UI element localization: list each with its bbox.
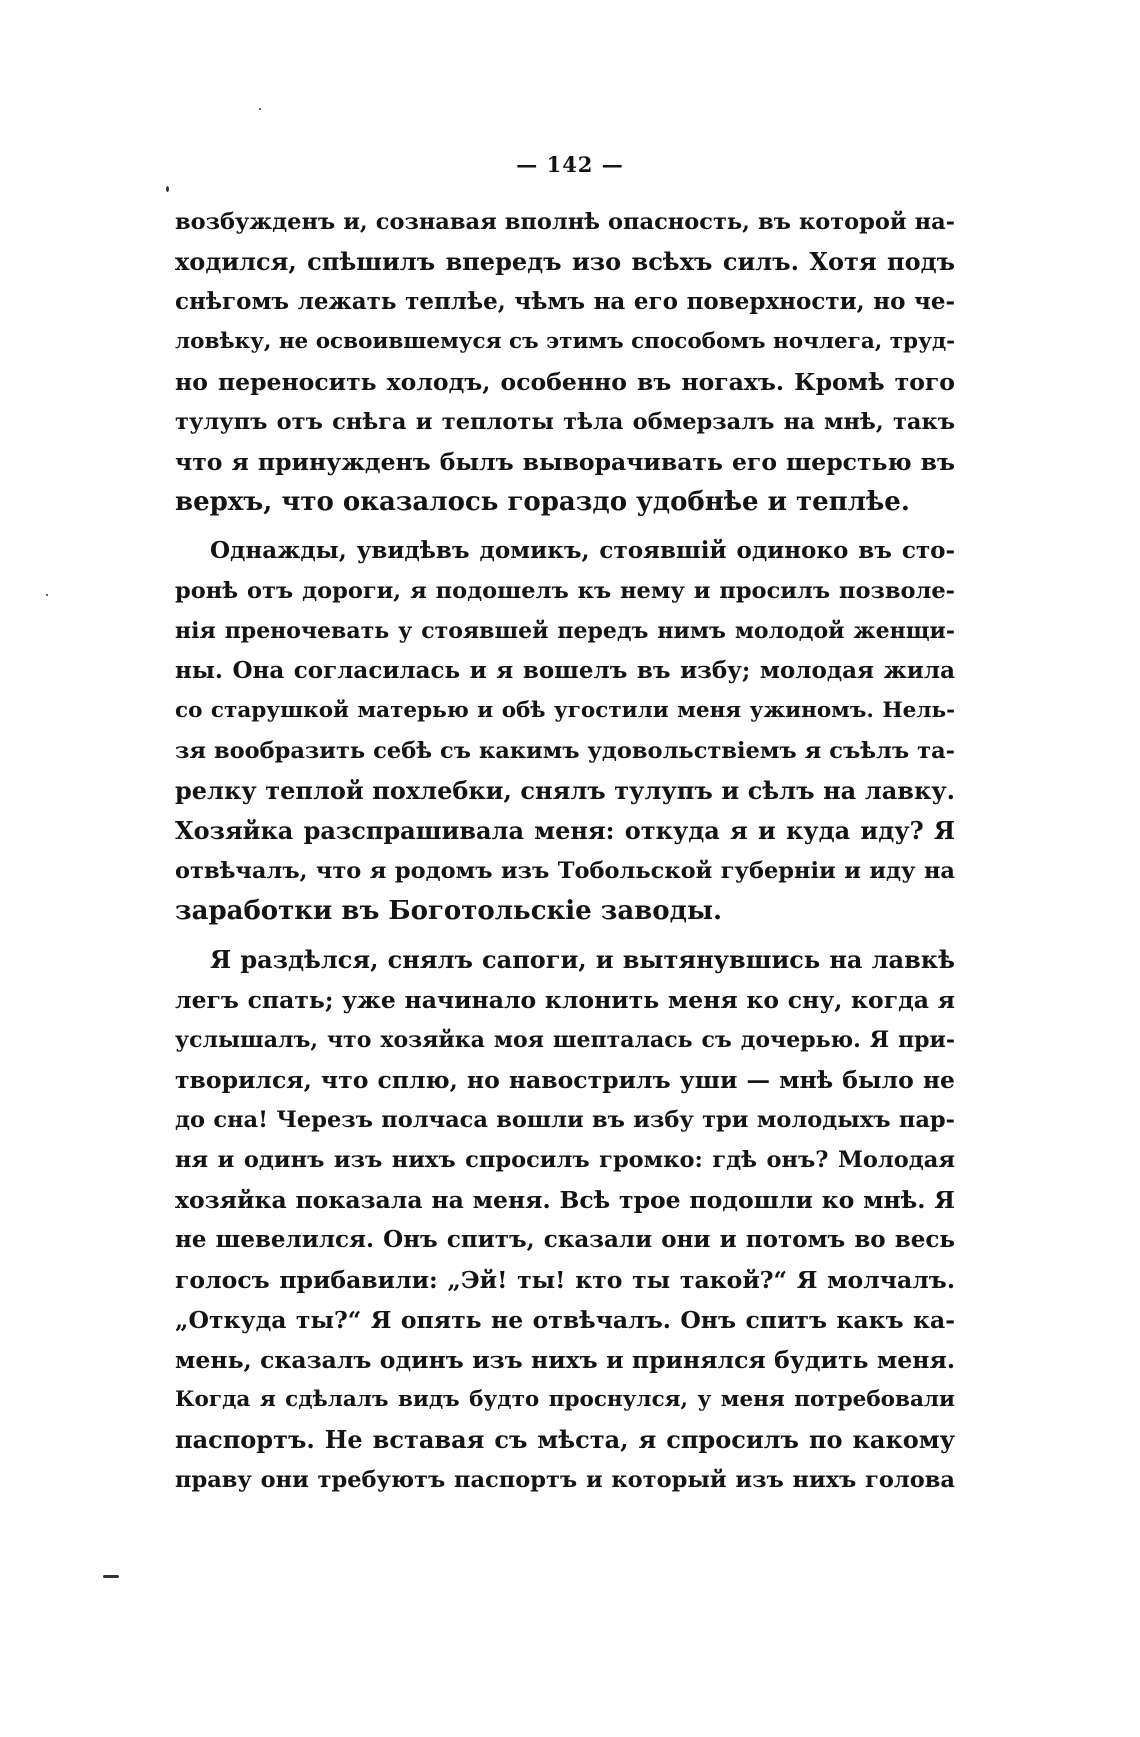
text-line: но переносить холодъ, особенно въ ногахъ. Кромѣ того bbox=[175, 368, 955, 396]
text-line: верхъ, что оказалось гораздо удобнѣе и теплѣе. bbox=[175, 487, 910, 517]
page-number: — 142 — bbox=[516, 152, 624, 177]
text-line: Когда я сдѣлалъ видъ будто проснулся, у меня потребовали bbox=[175, 1387, 955, 1412]
scan-speck bbox=[103, 1575, 119, 1578]
paragraph-break bbox=[175, 931, 955, 940]
text-line: „Откуда ты?“ Я опять не отвѣчалъ. Онъ спитъ какъ ка- bbox=[175, 1306, 955, 1334]
text-line: Хозяйка разспрашивала меня: откуда я и куда иду? Я bbox=[175, 816, 955, 845]
text-line: что я принужденъ былъ выворачивать его шерстью въ bbox=[175, 448, 955, 476]
body-text bbox=[175, 202, 955, 1500]
text-line: снѣгомъ лежать теплѣе, чѣмъ на его поверхности, но че- bbox=[175, 288, 955, 315]
text-line: ня и одинъ изъ нихъ спросилъ громко: гдѣ онъ? Молодая bbox=[175, 1147, 955, 1173]
text-line: тулупъ отъ снѣга и теплоты тѣла обмерзалъ на мнѣ, такъ bbox=[175, 409, 955, 435]
text-line: зя вообразить себѣ съ какимъ удовольствіемъ я съѣлъ та- bbox=[175, 738, 955, 764]
text-line: голосъ прибавили: „Эй! ты! кто ты такой?“ Я молчалъ. bbox=[175, 1266, 955, 1294]
paragraph-break bbox=[175, 522, 955, 531]
text-line: со старушкой матерью и обѣ угостили меня ужиномъ. Нель- bbox=[175, 698, 955, 723]
text-line: ловѣку, не освоившемуся съ этимъ способомъ ночлега, труд- bbox=[175, 329, 955, 354]
text-line: праву они требуютъ паспортъ и который изъ нихъ голова bbox=[175, 1467, 955, 1493]
text-line: не шевелился. Онъ спитъ, сказали они и потомъ во весь bbox=[175, 1226, 955, 1253]
text-line: Я раздѣлся, снялъ сапоги, и вытянувшись на лавкѣ bbox=[210, 945, 955, 974]
scan-speck bbox=[259, 108, 261, 110]
text-line: легъ спать; уже начинало клонить меня ко сну, когда я bbox=[175, 986, 955, 1014]
text-line: ронѣ отъ дороги, я подошелъ къ нему и просилъ позволе- bbox=[175, 578, 955, 604]
text-line: нія преночевать у стоявшей передъ нимъ молодой женщи- bbox=[175, 618, 955, 644]
text-line: отвѣчалъ, что я родомъ изъ Тобольской губерніи и иду на bbox=[175, 858, 955, 884]
text-line: Однажды, увидѣвъ домикъ, стоявшій одиноко въ сто- bbox=[210, 537, 955, 564]
text-line: творился, что сплю, но навострилъ уши — мнѣ было не bbox=[175, 1066, 955, 1094]
text-line: до сна! Черезъ полчаса вошли въ избу три молодыхъ пар- bbox=[175, 1107, 955, 1133]
text-line: заработки въ Боготольскіе заводы. bbox=[175, 896, 723, 926]
text-line: паспортъ. Не вставая съ мѣста, я спросилъ по какому bbox=[175, 1425, 955, 1454]
text-line: услышалъ, что хозяйка моя шепталась съ дочерью. Я при- bbox=[175, 1027, 955, 1053]
text-line: ны. Она согласилась и я вошелъ въ избу; молодая жила bbox=[175, 657, 955, 684]
scan-speck bbox=[46, 594, 48, 596]
text-line: ходился, спѣшилъ впередъ изо всѣхъ силъ. Хотя подъ bbox=[175, 247, 955, 276]
scan-speck bbox=[166, 186, 169, 192]
text-line: мень, сказалъ одинъ изъ нихъ и принялся будить меня. bbox=[175, 1346, 955, 1374]
text-line: хозяйка показала на меня. Всѣ трое подошли ко мнѣ. Я bbox=[175, 1186, 955, 1214]
text-line: релку теплой похлебки, снялъ тулупъ и сѣлъ на лавку. bbox=[175, 776, 955, 805]
text-line: возбужденъ и, сознавая вполнѣ опасность, въ которой на- bbox=[175, 209, 955, 235]
